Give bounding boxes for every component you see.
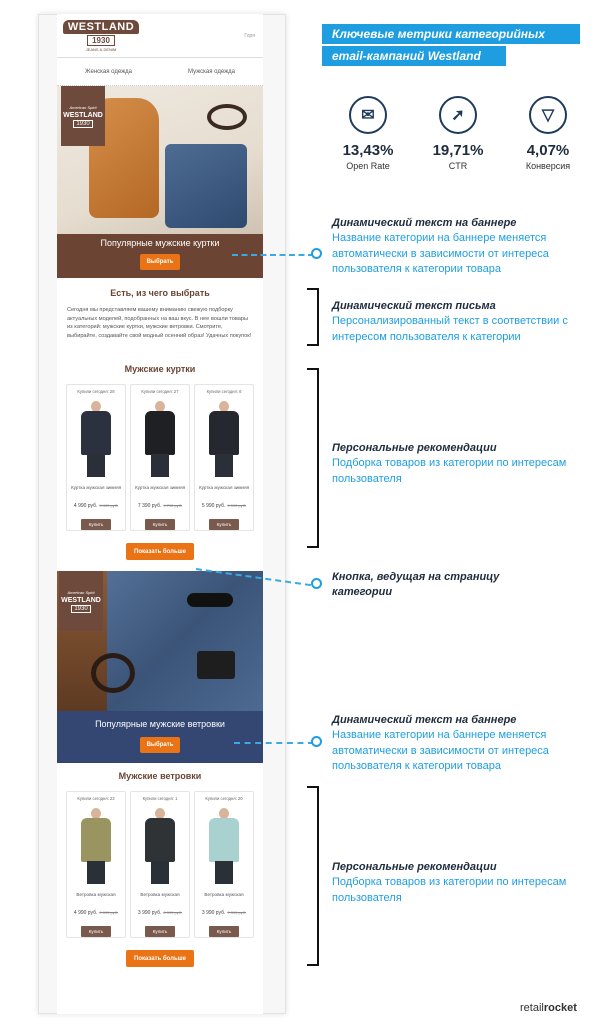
- email-preview: [57, 14, 263, 1014]
- note-recommendations-2: Персональные рекомендации Подборка товаров из категории по интересам пользователя: [332, 861, 567, 904]
- brand-badge: American Spirit WESTLAND 1930: [61, 86, 105, 146]
- retailrocket-logo: retailrocket: [520, 1002, 577, 1014]
- buy-button[interactable]: Купить: [209, 926, 239, 937]
- belt-image: [207, 104, 247, 130]
- bracket: [307, 288, 319, 346]
- product-image: [137, 806, 183, 884]
- buy-button[interactable]: Купить: [145, 926, 175, 937]
- product-image: [201, 806, 247, 884]
- product-price: 7 390 руб. 9 790 руб.: [137, 503, 183, 510]
- note-banner-text: Динамический текст на баннере Название категории на баннере меняется автоматически в зависимости от интереса пользователя к категории товара: [332, 217, 549, 275]
- show-more-jackets-button[interactable]: Показать больше: [126, 543, 194, 560]
- banner-windbreakers[interactable]: [57, 571, 263, 763]
- connector-dot: [311, 578, 322, 589]
- metric-ctr: ➚ 19,71% CTR: [413, 96, 503, 171]
- product-card[interactable]: Купили сегодня: 1 Ветровка мужская 3 990 руб. 8 990 руб. Купить: [130, 791, 190, 938]
- connector-line: [234, 742, 314, 744]
- email-header: [57, 14, 263, 58]
- banner-photo: [57, 571, 263, 711]
- connector-dot: [311, 248, 322, 259]
- note-banner-text-2: Динамический текст на баннере Название категории на баннере меняется автоматически в зависимости от интереса пользователя к категории товара: [332, 714, 549, 772]
- westland-logo[interactable]: WESTLAND 1930 JEANS & DENIM: [65, 19, 137, 53]
- buy-button[interactable]: Купить: [209, 519, 239, 530]
- note-letter-text: Динамический текст письма Персонализированный текст в соответствии с интересом пользователя к категории: [332, 300, 568, 343]
- belt-image: [91, 653, 135, 693]
- buy-button[interactable]: Купить: [81, 519, 111, 530]
- wallet-image: [197, 651, 235, 679]
- product-card[interactable]: Купили сегодня: 28 Куртка мужская зимняя 4 990 руб. 9 490 руб. Купить: [66, 384, 126, 531]
- windbreakers-title: Мужские ветровки: [118, 771, 202, 782]
- product-price: 5 990 руб. 9 990 руб.: [201, 503, 247, 510]
- buy-button[interactable]: Купить: [81, 926, 111, 937]
- panel-title-line1: Ключевые метрики категорийных: [322, 24, 580, 44]
- show-more-windbreakers-button[interactable]: Показать больше: [126, 950, 194, 967]
- funnel-icon: ▽: [529, 96, 567, 134]
- jackets-title: Мужские куртки: [124, 364, 196, 375]
- product-price: 3 990 руб. 7 390 руб.: [201, 910, 247, 917]
- intro-text: Сегодня мы представляем вашему вниманию свежую подборку актуальных моделей, подобранных на ваш вкус. В нее вошли товары из категорий: мужские куртки, мужские ветровки. Смотрите, выбирайте, создавайте свой модный осенний образ! Удачных покупок!: [67, 307, 252, 339]
- nav-men[interactable]: Мужская одежда: [188, 68, 235, 75]
- product-price: 4 990 руб. 9 490 руб.: [73, 503, 119, 510]
- product-image: [137, 399, 183, 477]
- brand-badge: American Spirit WESTLAND 1930: [59, 571, 103, 631]
- jackets-products: [57, 384, 263, 531]
- product-card[interactable]: Купили сегодня: 23 Ветровка мужская 4 990 руб. 9 990 руб. Купить: [66, 791, 126, 938]
- product-card[interactable]: Купили сегодня: 6 Куртка мужская зимняя 5 990 руб. 9 990 руб. Купить: [194, 384, 254, 531]
- banner-caption: Популярные мужские куртки: [100, 238, 220, 248]
- windbreakers-products: [57, 791, 263, 938]
- product-price: 3 990 руб. 8 990 руб.: [137, 910, 183, 917]
- product-price: 4 990 руб. 9 990 руб.: [73, 910, 119, 917]
- bracket: [307, 368, 319, 548]
- product-image: [73, 806, 119, 884]
- product-card[interactable]: Купили сегодня: 27 Куртка мужская зимняя 7 390 руб. 9 790 руб. Купить: [130, 384, 190, 531]
- buy-button[interactable]: Купить: [145, 519, 175, 530]
- cursor-click-icon: ➚: [439, 96, 477, 134]
- jeans-image: [165, 144, 247, 228]
- envelope-icon: ✉: [349, 96, 387, 134]
- connector-dot: [311, 736, 322, 747]
- choose-button[interactable]: Выбрать: [140, 254, 180, 270]
- panel-title-line2: email-кампаний Westland: [322, 46, 506, 66]
- note-category-button: Кнопка, ведущая на страницу категории: [332, 571, 500, 598]
- email-nav: [57, 58, 263, 86]
- product-card[interactable]: Купили сегодня: 20 Ветровка мужская 3 990 руб. 7 390 руб. Купить: [194, 791, 254, 938]
- note-recommendations: Персональные рекомендации Подборка товаров из категории по интересам пользователя: [332, 442, 567, 485]
- intro-title: Есть, из чего выбрать: [110, 288, 210, 298]
- nav-women[interactable]: Женская одежда: [85, 68, 132, 75]
- bracket: [307, 786, 319, 966]
- product-image: [73, 399, 119, 477]
- banner-photo: [57, 86, 263, 234]
- header-text: Горя: [244, 32, 255, 39]
- sunglasses-image: [187, 593, 233, 607]
- banner-jackets[interactable]: [57, 86, 263, 278]
- banner-caption: Популярные мужские ветровки: [95, 719, 225, 730]
- metric-conversion: ▽ 4,07% Конверсия: [503, 96, 593, 171]
- product-image: [201, 399, 247, 477]
- connector-line: [232, 254, 314, 256]
- choose-button[interactable]: Выбрать: [140, 737, 180, 753]
- metric-open-rate: ✉ 13,43% Open Rate: [323, 96, 413, 171]
